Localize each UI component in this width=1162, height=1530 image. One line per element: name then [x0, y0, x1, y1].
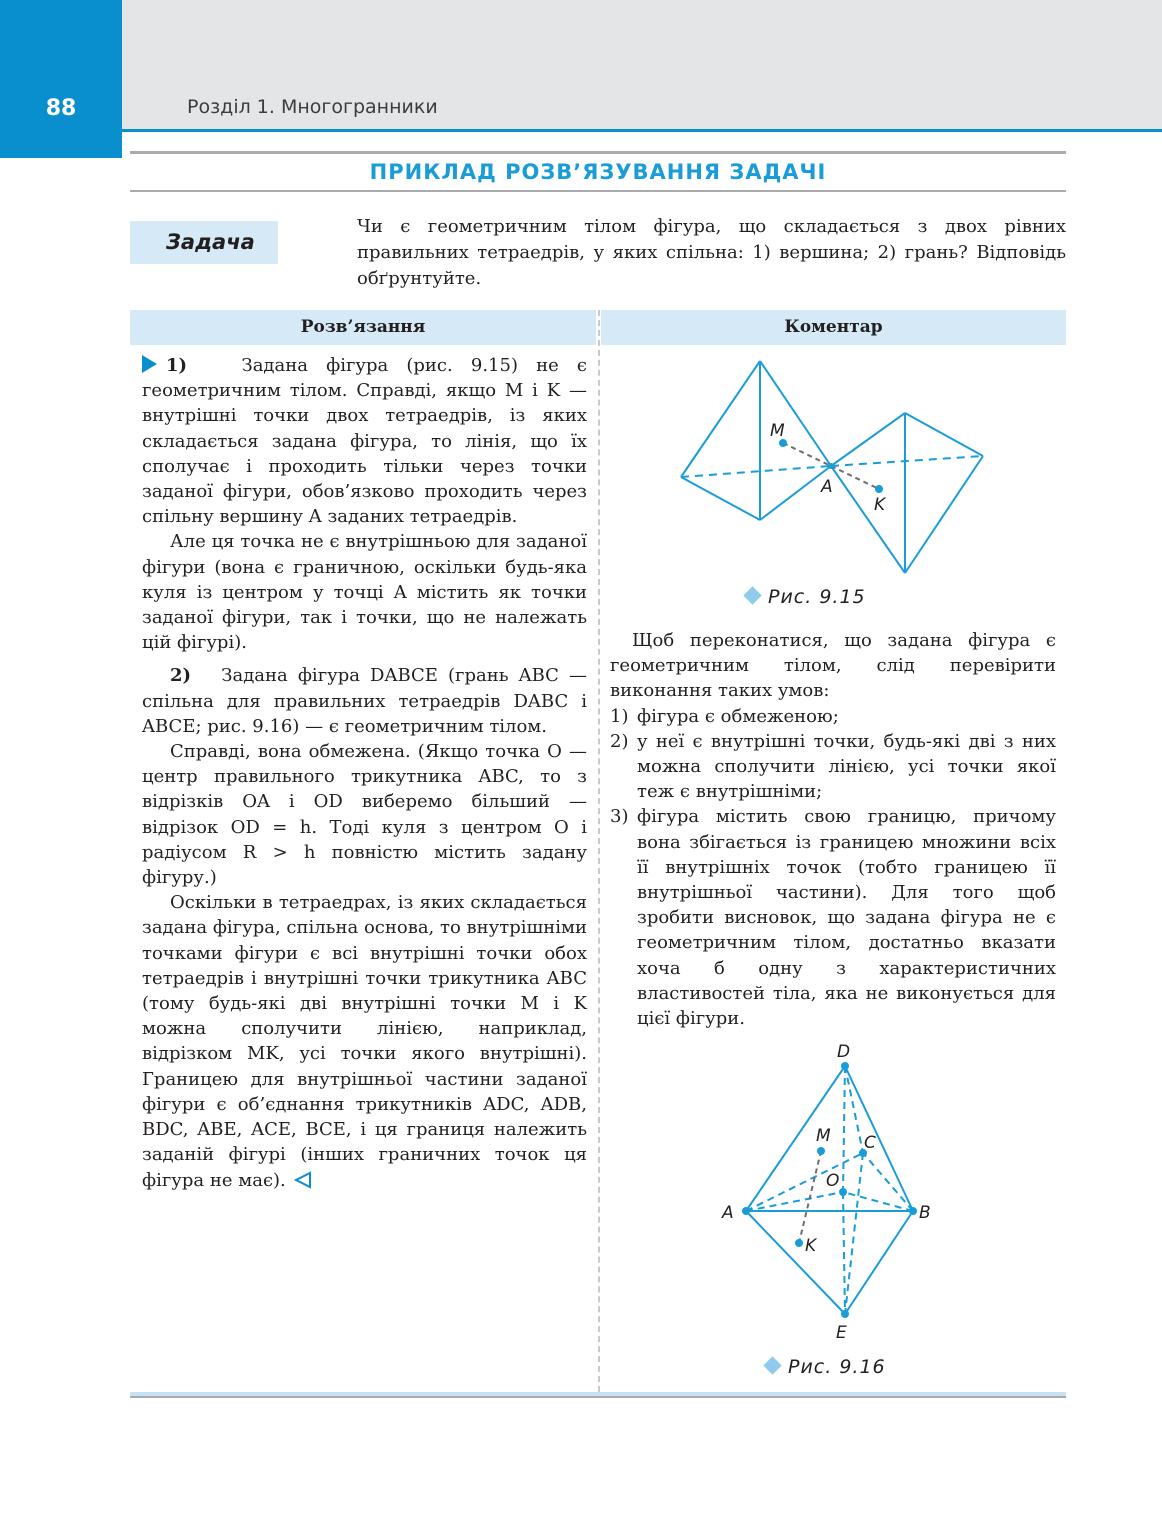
caption-figure-9-15 [746, 586, 866, 608]
task-label: Задача [130, 221, 278, 264]
point-o [839, 1188, 847, 1196]
comment-header: Коментар [601, 310, 1066, 345]
label-o: O [826, 1171, 840, 1191]
solution-paragraph-2: Але ця точка не є внутрішньою для заданої фігури (вона є граничною, оскільки будь-яка куля із центром у точці A містить як точки заданої фігури, так і точки, що не належать цій фігурі). [142, 531, 587, 654]
condition-item-3 [610, 804, 1056, 1031]
condition-text: у неї є внутрішні точки, будь-які дві з них можна сполучити лінією, усі точки якої теж є внутрішніми; [637, 730, 1056, 803]
point-k-fig2 [795, 1239, 803, 1247]
caption-figure-9-16 [766, 1356, 886, 1378]
label-e: E [836, 1323, 847, 1343]
page-number: 88 [45, 96, 77, 121]
label-b: B [919, 1203, 931, 1223]
solution-paragraph-5-text: Оскільки в тетраедрах, із яких складається задана фігура, спільна основа, то внутрішніми точками фігури є всі внутрішні точки обох тетраедрів і внутрішні точки трикутника ABC (тому будь-які дві внутрішні точки M і K можна сполучити лінією, наприклад, відрізком MK, усі точки якого внутрішні). Границею для внутрішньої частини заданої фігури є об’єднання трикутників ADC, ADB, BDC, ABE, ACE, BCE, і ця границя належить заданій фігурі (інших граничних точок ця фігура не має). [142, 892, 587, 1191]
condition-number: 2) [610, 730, 629, 752]
solution-part-1-text: Задана фігура (рис. 9.15) не є геометричним тілом. Справді, якщо M і K — внутрішні точки двох тетраедрів, із яких складається задана фігура, то лінія, що їх сполучає і проходить тільки через точки заданої фігури, обов’язково проходить через спільну вершину A заданих тетраедрів. [142, 355, 587, 528]
label-c: C [864, 1133, 876, 1153]
point-d [841, 1062, 849, 1070]
point-a-fig2 [742, 1207, 750, 1215]
solution-paragraph-3 [142, 663, 587, 739]
solution-part-2-number: 2) [170, 665, 192, 687]
caption-figure-9-15-text: Рис. 9.15 [768, 586, 866, 608]
title-rule-bottom [130, 190, 1066, 192]
condition-text: фігура є обмеженою; [637, 705, 839, 727]
diamond-icon [743, 586, 761, 604]
label-k-fig2: K [805, 1236, 817, 1256]
section-title: ПРИКЛАД РОЗВ’ЯЗУВАННЯ ЗАДАЧІ [369, 160, 827, 184]
label-k-fig1: K [874, 495, 886, 515]
table-bottom-rule [130, 1396, 1066, 1398]
figure-9-16 [715, 1035, 945, 1347]
point-b [909, 1207, 917, 1215]
task-text: Чи є геометричним тілом фігура, що складається з двох рівних правильних тетраедрів, у яких спільна: 1) вершина; 2) грань? Відповідь обґрунтуйте. [357, 216, 1066, 289]
comment-text [610, 628, 1056, 1031]
solution-part-1-number: 1) [166, 355, 188, 376]
label-a-fig1: A [821, 477, 833, 497]
solution-paragraph-5 [142, 890, 587, 1192]
column-divider [598, 310, 600, 1392]
condition-item-2 [610, 729, 1056, 805]
solution-text [142, 353, 587, 1193]
start-marker-icon [142, 355, 157, 373]
end-marker-icon [294, 1171, 312, 1189]
condition-number: 1) [610, 705, 629, 727]
label-m-fig1: M [770, 421, 785, 441]
point-a-fig1 [828, 463, 834, 469]
solution-header: Розв’язання [130, 310, 596, 345]
title-rule-top [130, 151, 1066, 154]
condition-number: 3) [610, 806, 629, 828]
caption-figure-9-16-text: Рис. 9.16 [788, 1356, 886, 1378]
label-a-fig2: A [722, 1203, 734, 1223]
label-m-fig2: M [816, 1126, 831, 1146]
page-number-tab [0, 0, 122, 158]
point-k-fig1 [875, 485, 883, 493]
figure-9-15 [660, 350, 1000, 585]
solution-paragraph-4: Справді, вона обмежена. (Якщо точка O — центр правильного трикутника ABC, то з відрізків OA і OD виберемо більший — відрізок OD = h. Тоді куля з центром O і радіусом R > h повністю містить задану фігуру.) [142, 741, 587, 889]
chapter-title: Розділ 1. Многогранники [187, 96, 438, 118]
diamond-icon [763, 1356, 781, 1374]
point-e [841, 1310, 849, 1318]
header-rule [122, 129, 1162, 132]
condition-item-1 [610, 704, 1056, 729]
solution-paragraph-1 [142, 353, 587, 529]
label-d: D [837, 1042, 851, 1062]
condition-text: фігура містить свою границю, причому вона збігається із границею множини всіх її внутрішніх точок (тобто границею її внутрішньої частини). Для того щоб зробити висновок, що задана фігура не є геометричним тілом, достатньо вказати хоча б одну з характеристичних властивостей тіла, яка не виконується для цієї фігури. [637, 806, 1056, 1030]
solution-part-2-text: Задана фігура DABCE (грань ABC — спільна для правильних тетраедрів DABC і ABCE; рис. 9.16) — є геометричним тілом. [142, 665, 587, 737]
comment-intro: Щоб переконатися, що задана фігура є геометричним тілом, слід перевірити виконання таких умов: [610, 630, 1056, 702]
point-m-fig2 [817, 1147, 825, 1155]
